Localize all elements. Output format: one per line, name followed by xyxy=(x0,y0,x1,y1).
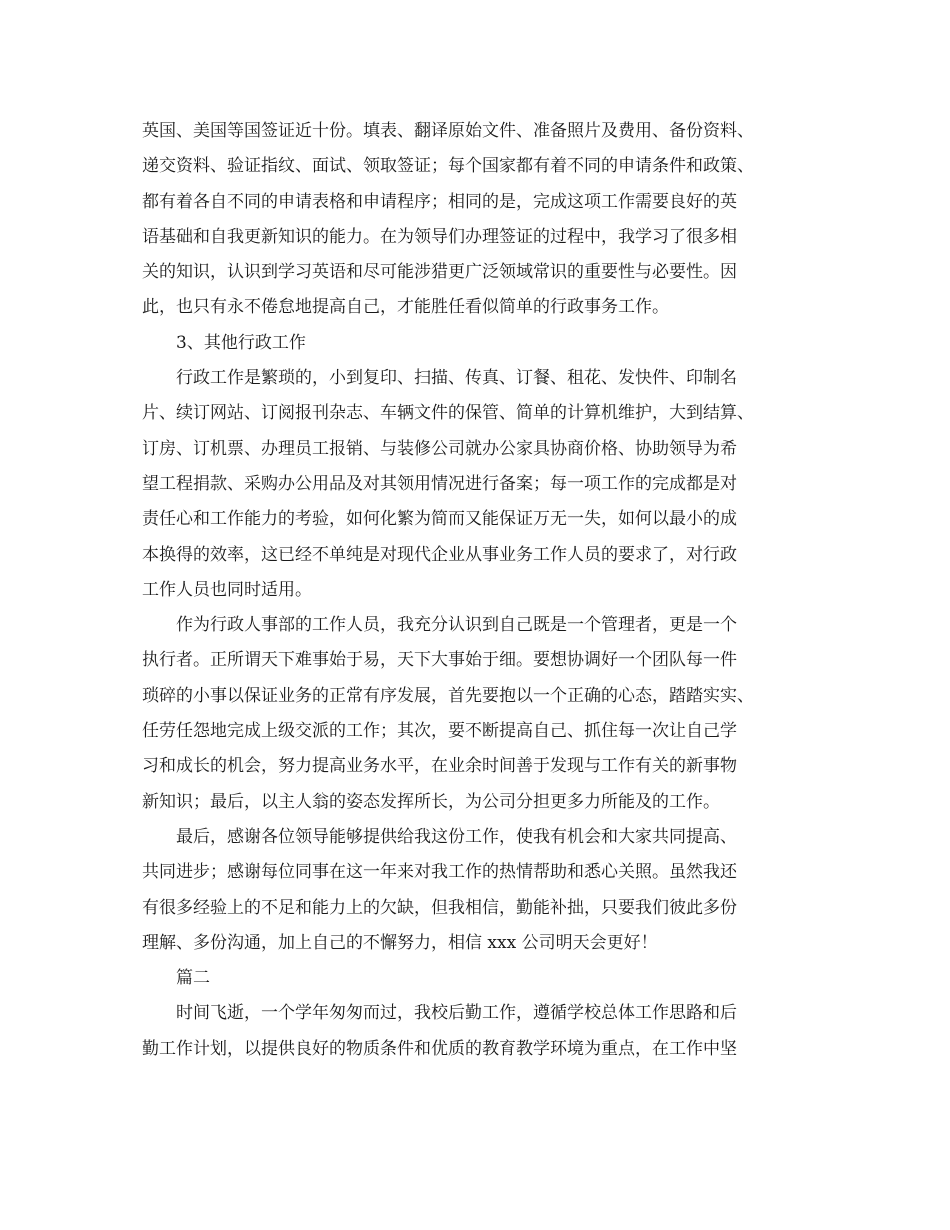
text-line: 责任心和工作能力的考验，如何化繁为简而又能保证万无一失，如何以最小的成 xyxy=(142,509,737,530)
text-line: 工作人员也同时适用。 xyxy=(142,579,312,600)
text-line: 有很多经验上的不足和能力上的欠缺，但我相信，勤能补拙，只要我们彼此多份 xyxy=(142,897,737,918)
text-line: 执行者。正所谓天下难事始于易，天下大事始于细。要想协调好一个团队每一件 xyxy=(142,650,737,671)
text-line: 最后，感谢各位领导能够提供给我这份工作，使我有机会和大家共同提高、 xyxy=(176,826,737,847)
text-line: 递交资料、验证指纹、面试、领取签证；每个国家都有着不同的申请条件和政策、 xyxy=(142,156,754,177)
text-line: 关的知识，认识到学习英语和尽可能涉猎更广泛领域常识的重要性与必要性。因 xyxy=(142,262,737,283)
text-line: 行政工作是繁琐的，小到复印、扫描、传真、订餐、租花、发快件、印制名 xyxy=(176,368,737,389)
text-line: 都有着各自不同的申请表格和申请程序；相同的是，完成这项工作需要良好的英 xyxy=(142,191,737,212)
text-line: 本换得的效率，这已经不单纯是对现代企业从事业务工作人员的要求了，对行政 xyxy=(142,544,737,565)
text-line: 作为行政人事部的工作人员，我充分认识到自己既是一个管理者，更是一个 xyxy=(176,615,737,636)
text-line: 勤工作计划，以提供良好的物质条件和优质的教育教学环境为重点，在工作中坚 xyxy=(142,1038,737,1059)
text-line: 此，也只有永不倦怠地提高自己，才能胜任看似简单的行政事务工作。 xyxy=(142,297,669,318)
text-line: 时间飞逝，一个学年匆匆而过，我校后勤工作，遵循学校总体工作思路和后 xyxy=(176,1003,737,1024)
document-body xyxy=(142,114,814,1067)
text-line: 任劳任怨地完成上级交派的工作；其次，要不断提高自己、抓住每一次让自己学 xyxy=(142,721,737,742)
section-heading: 篇二 xyxy=(176,968,210,989)
text-line: 望工程捐款、采购办公用品及对其领用情况进行备案；每一项工作的完成都是对 xyxy=(142,473,737,494)
text-line: 琐碎的小事以保证业务的正常有序发展，首先要抱以一个正确的心态，踏踏实实、 xyxy=(142,685,754,706)
text-line: 英国、美国等国签证近十份。填表、翻译原始文件、准备照片及费用、备份资料、 xyxy=(142,121,754,141)
text-line: 习和成长的机会，努力提高业务水平，在业余时间善于发现与工作有关的新事物 xyxy=(142,756,737,777)
text-line: 共同进步；感谢每位同事在这一年来对我工作的热情帮助和悉心关照。虽然我还 xyxy=(142,862,737,883)
text-line: 片、续订网站、订阅报刊杂志、车辆文件的保管、简单的计算机维护，大到结算、 xyxy=(142,403,754,424)
text-line: 理解、多份沟通，加上自己的不懈努力，相信 xxx 公司明天会更好！ xyxy=(142,932,658,953)
section-heading: 3、其他行政工作 xyxy=(176,332,306,353)
text-line: 语基础和自我更新知识的能力。在为领导们办理签证的过程中，我学习了很多相 xyxy=(142,226,737,247)
text-line: 订房、订机票、办理员工报销、与装修公司就办公家具协商价格、协助领导为希 xyxy=(142,438,737,459)
text-line: 新知识；最后，以主人翁的姿态发挥所长，为公司分担更多力所能及的工作。 xyxy=(142,791,720,812)
